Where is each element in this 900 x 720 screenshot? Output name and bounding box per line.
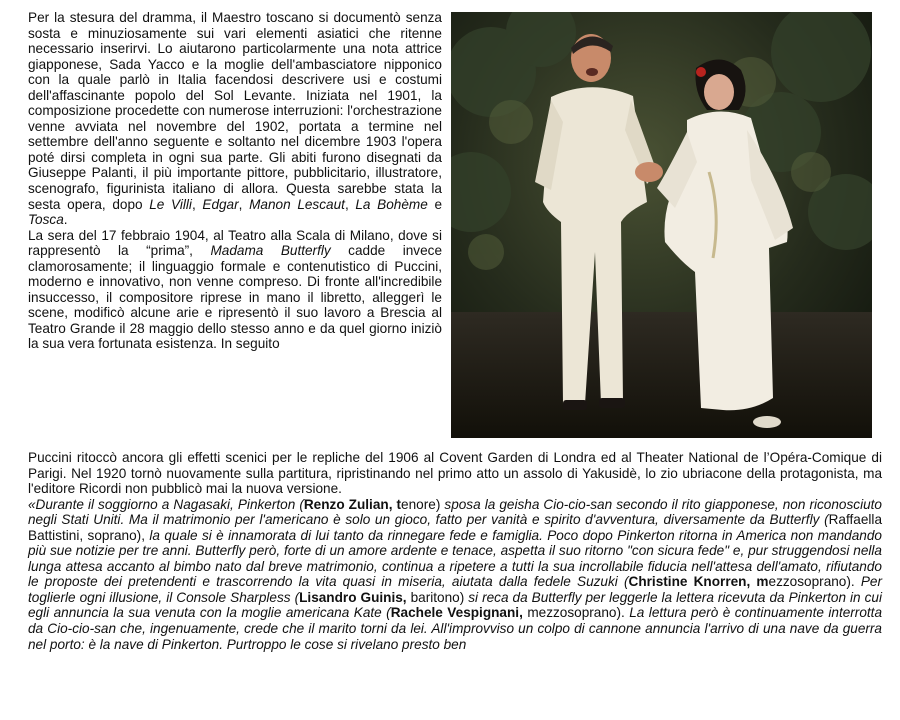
stage-photo: [451, 12, 872, 438]
paragraph-composition: Per la stesura del dramma, il Maestro toscano si documentò senza sosta e minuziosamente sui vari elementi asiatici che ritenne necessario inserirvi. Lo aiutarono particolarmente una nota attrice giapponese, Sada Yacco e la moglie dell'ambasciatore nipponico con la quale parlò in Italia facendosi descrivere usi e costumi dell'affascinante popolo del Sol Levante. Iniziata nel 1901, la composizione procedette con numerose interruzioni: l'orchestrazione venne avviata nel novembre del 1902, portata a termine nel settembre dell'anno seguente e soltanto nel dicembre 1903 l'opera poté dirsi completa in ogni sua parte. Gli abiti furono disegnati da Giuseppe Palanti, il più importante pittore, pubblicitario, illustratore, scenografo, figurinista italiano di allora. Questa sarebbe stata la sesta opera, dopo Le Villi, Edgar, Manon Lescaut, La Bohème e Tosca.: [28, 10, 443, 228]
cast-name: Raffaella Battistini, soprano),: [28, 512, 882, 543]
cast-name: Renzo Zulian, t: [303, 496, 402, 512]
opera-title: Le Villi: [149, 196, 192, 212]
intro-column: [28, 10, 442, 352]
opera-title: Manon Lescaut: [249, 196, 345, 212]
cast-name: Rachele Vespignani,: [390, 605, 528, 621]
paragraph-revisions: Puccini ritoccò ancora gli effetti scenici per le repliche del 1906 al Covent Garden di Londra ed al Theater National de l’Opéra-Comique di Parigi. Nel 1920 tornò nuovamente sulla partitura, ripristinando nel primo atto un assolo di Yakusidè, lo zio ubriacone della protagonista, ma l'editore Ricordi non pubblicò mai la nuova versione.: [28, 450, 882, 497]
cast-name: Lisandro Guinis,: [299, 589, 411, 605]
main-text: [28, 450, 882, 652]
opera-title: Tosca: [28, 212, 64, 228]
opera-title: La Bohème: [355, 196, 428, 212]
opera-title: Edgar: [202, 196, 239, 212]
opera-title: Madama Butterfly: [210, 243, 331, 259]
cast-name: Christine Knorren, m: [628, 574, 769, 590]
paragraph-premiere: La sera del 17 febbraio 1904, al Teatro alla Scala di Milano, dove si rappresentò la “prima”, Madama Butterfly cadde invece clamorosamente; il linguaggio formale e contenutistico di Puccini, moderno e innovativo, non venne compreso. Di fronte all'incredibile insuccesso, il compositore riprese in mano il libretto, alleggerì le scene, modificò alcune arie e ripresentò il suo lavoro a Brescia al Teatro Grande il 28 maggio dello stesso anno e da quel giorno iniziò la sua vera fortunata esistenza. In seguito: [28, 227, 443, 352]
paragraph-synopsis: «Durante il soggiorno a Nagasaki, Pinkerton (Renzo Zulian, tenore) sposa la geisha Cio-cio-san secondo il rito giapponese, non riconosciuto negli Stati Uniti. Ma il matrimonio per l'americano è solo un gioco, fatto per vanità e spirito d'avventura, diversamente da Butterfly (Raffaella Battistini, soprano), la quale si è innamorata di lui tanto da rinnegare fede e famiglia. Poco dopo Pinkerton ritorna in America non mandando più sue notizie per tre anni. Butterfly però, forte di un amore ardente e tenace, aspetta il suo ritorno "con sicura fede" e, pur struggendosi nella lunga attesa accanto al bimbo nato dal breve matrimonio, continua a ripetere a tutti la sua incrollabile fiducia nell'attesa dell'amato, rifiutando le proposte dei pretendenti e trascorrendo la vita quasi in miseria, aiutata dalla fedele Suzuki (Christine Knorren, mezzosoprano). Per toglierle ogni illusione, il Console Sharpless (Lisandro Guinis, baritono) si reca da Butterfly per leggerle la lettera ricevuta da Pinkerton in cui egli annuncia la sua venuta con la moglie americana Kate (Rachele Vespignani, mezzosoprano). La lettura però è continuamente interrotta da Cio-cio-san che, ingenuamente, crede che il marito torni da lei. All'improvviso un colpo di cannone annuncia l'arrivo di una nave da guerra nel porto: è la nave di Pinkerton. Purtroppo le cose si rivelano presto ben: [28, 496, 883, 652]
